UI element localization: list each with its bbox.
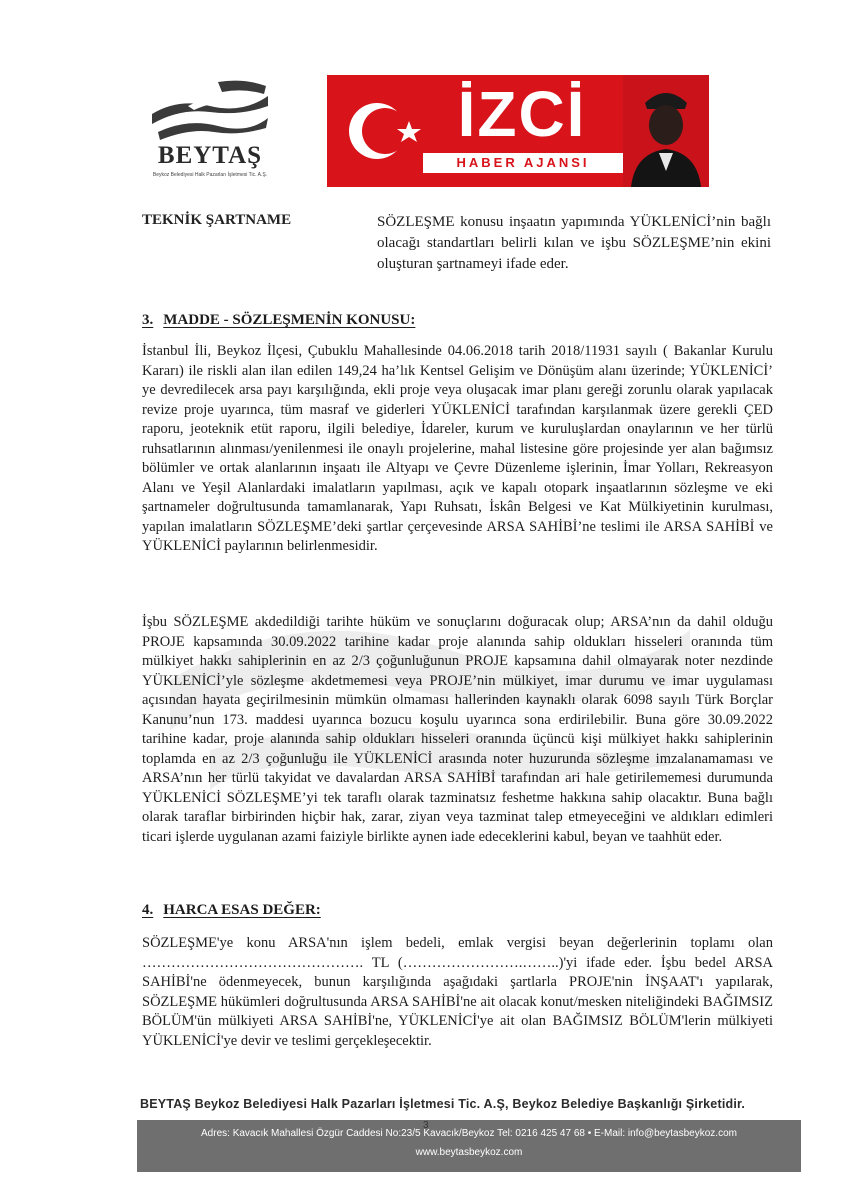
section-3-heading (142, 312, 415, 329)
izci-subtitle: HABER AJANSI (456, 155, 590, 170)
definition-text: SÖZLEŞME konusu inşaatın yapımında YÜKLENİCİ’nin bağlı olacağı standartları belirli kılan ve işbu SÖZLEŞME’nin ekini oluşturan şartnameyi ifade eder. (377, 214, 771, 272)
footer-contact-bar (137, 1120, 801, 1172)
izci-title: İZCİ (457, 78, 587, 150)
definition-term: TEKNİK ŞARTNAME (142, 212, 292, 228)
page-number: 3 (423, 1120, 429, 1131)
izci-haber-ajansi-logo (327, 75, 709, 187)
section-3-paragraph-2: İşbu SÖZLEŞME akdedildiği tarihte hüküm ve sonuçlarını doğuracak olup; ARSA’nın da dahil olduğu PROJE kapsamında 30.09.2022 tarihine kadar proje alanında sahip oldukları hisseleri oranında tüm mülkiyet hakkı sahiplerinin en az 2/3 çoğunluğunun PROJE kapsamına dahil olmayarak noter nezdinde YÜKLENİCİ’yle sözleşme akdetmemesi veya PROJE’nin mülkiyet, imar durumu ve imar uygulaması açısından hayata geçirilmesinin mümkün olmaması hallerinden kaynaklı olarak 6098 sayılı Türk Borçlar Kanunu’nun 173. maddesi uyarınca bozucu koşulu uyarınca sona erdirilebilir. Buna göre 30.09.2022 tarihine kadar, proje alanında sahip oldukları hisseleri oranında üçüncü kişi mülkiyet hakkı sahiplerinin toplamda en az 2/3 çoğunluğu ile YÜKLENİCİ arasında noter huzurunda sözleşme imzalanamaması ve ARSA’nın her türlü takyidat ve davalardan ARSA SAHİBİ tarafından ari hale getirilememesi durumunda YÜKLENİCİ SÖZLEŞME’yi tek taraflı olarak tazminatsız feshetme hakkına sahip olacaktır. Buna bağlı olarak taraflar birbirinden hiçbir hak, zarar, ziyan veya tazminat talep etmeyeceğini ve aldıkları edimleri ticari işlerde uygulanan azami faiziyle birlikte aynen iade edeceklerini kabul, beyan ve taahhüt eder. (142, 614, 773, 845)
footer-company-line: BEYTAŞ Beykoz Belediyesi Halk Pazarları İşletmesi Tic. A.Ş, Beykoz Belediye Başkanlığı Şirketidir. (140, 1097, 746, 1111)
beytas-logo-name: BEYTAŞ (157, 142, 263, 169)
section-3-paragraph-1: İstanbul İli, Beykoz İlçesi, Çubuklu Mahallesinde 04.06.2018 tarih 2018/11931 sayılı ( Bakanlar Kurulu Kararı) ile riskli alan ilan edilen 149,24 ha’lık Kentsel Gelişim ve Dönüşüm alanı üzerinde; YÜKLENİCİ’ ye devredilecek arsa payı karşılığında, ekli proje veya oluşacak imar planı gereği zorunlu olarak yapılacak revize proje uyarınca, tüm masraf ve giderleri YÜKLENİCİ tarafından karşılanmak üzere gerekli ÇED raporu, jeoteknik etüt raporu, ilgili belediye, İdareler, kurum ve kuruluşlardan onaylarının ve her türlü ruhsatlarının alınması/yenilenmesi ile onaylı projelerine, mahal listesine göre projesinde yer alan bağımsız bölümler ve ortak alanlarının inşaatı ile Altyapı ve Çevre Düzenleme işlerinin, İmar Yolları, Rekreasyon Alanı ve Yeşil Alanlardaki imalatların yapılması, açık ve kapalı otopark inşaatlarının sözleşme ve eki şartnameler doğrultusunda tamamlanarak, Yapı Ruhsatı, İskân Belgesi ve Kat Mülkiyetinin kurulması, yapılan imalatların SÖZLEŞME’deki şartlar çerçevesinde ARSA SAHİBİ’ne teslimi ile ARSA SAHİBİ ve YÜKLENİCİ paylarının belirlenmesidir. (142, 343, 773, 554)
section-3-title: MADDE - SÖZLEŞMENİN KONUSU: (163, 312, 416, 328)
crescent-star-icon (343, 95, 429, 167)
portrait-icon (623, 75, 709, 187)
section-4-number: 4. (142, 902, 154, 918)
section-3-number: 3. (142, 312, 154, 328)
footer-address: Adres: Kavacık Mahallesi Özgür Caddesi No:23/5 Kavacık/Beykoz Tel: 0216 425 47 68 • E-Mail: info@beytasbeykoz.com (201, 1128, 737, 1139)
section-4-paragraph: SÖZLEŞME'ye konu ARSA'nın işlem bedeli, emlak vergisi beyan değerlerinin toplamı olan ………………………………………. TL (…………………….……..)'yi ifade eder. İşbu bedel ARSA SAHİBİ'ne ödenmeyecek, bunun karşılığında aşağıdaki şartlarla PROJE'nin İNŞAAT'ı yapılarak, SÖZLEŞME hükümleri doğrultusunda ARSA SAHİBİ'ne ait olacak konut/mesken niteliğindeki BAĞIMSIZ BÖLÜM'ün mülkiyeti ARSA SAHİBİ'ne, YÜKLENİCİ'ye ait olan BAĞIMSIZ BÖLÜM'lerin mülkiyeti YÜKLENİCİ'ye devir ve teslimi gerçekleşecektir. (142, 935, 773, 1049)
section-4-heading (142, 902, 321, 919)
beytas-wave-icon (148, 76, 272, 144)
izci-subtitle-strip (423, 153, 623, 173)
beytas-logo-subtitle: Beykoz Belediyesi Halk Pazarları İşletmesi Tic. A.Ş. (152, 172, 268, 178)
section-4-title: HARCA ESAS DEĞER: (163, 902, 321, 918)
footer-website: www.beytasbeykoz.com (415, 1147, 523, 1158)
beytas-logo (140, 76, 280, 182)
